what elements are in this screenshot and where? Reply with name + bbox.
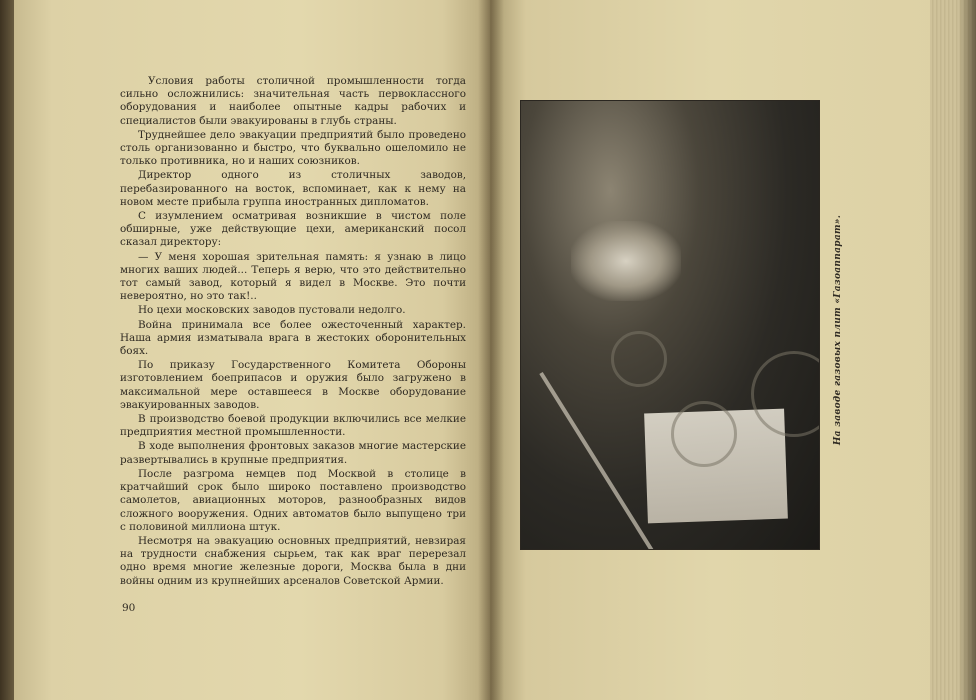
- paragraph: С изумлением осматривая возникшие в чистом поле обширные, уже действующие цехи, американский посол сказал директору:: [120, 210, 466, 249]
- page-number: 90: [122, 602, 136, 614]
- photo-caption-text: На заводе газовых плит «Газоаппарат».: [833, 214, 843, 446]
- book-gutter: [478, 0, 504, 700]
- paragraph: Но цехи московских заводов пустовали недолго.: [138, 304, 406, 317]
- paragraph: — У меня хорошая зрительная память: я узнаю в лицо многих ваших людей... Теперь я верю, что это действительно тот самый завод, который я видел в Москве. Это почти невероятно, но это так!..: [120, 250, 466, 303]
- paragraph: По приказу Государственного Комитета Обороны изготовлением боеприпасов и оружия было загружено в максимальной мере оставшееся в Москве оборудование эвакуированных заводов.: [120, 359, 466, 411]
- paragraph: В производство боевой продукции включились все мелкие предприятия местной промышленности.: [120, 413, 466, 439]
- photo-wheel: [611, 331, 667, 387]
- left-page-text: [120, 75, 466, 589]
- paragraph: Несмотря на эвакуацию основных предприятий, невзирая на трудности снабжения сырьем, так как враг перерезал одно время многие железные дороги, Москва была в дни войны одним из крупнейших арсеналов Советской Армии.: [120, 534, 466, 587]
- paragraph: В ходе выполнения фронтовых заказов многие мастерские развертывались в крупные предприятия.: [120, 440, 466, 466]
- page-edges-shadow: [958, 0, 976, 700]
- paragraph: Условия работы столичной промышленности тогда сильно осложнились: значительная часть первоклассного оборудования и наиболее опытные кадры рабочих и специалистов были эвакуированы в глубь страны.: [120, 75, 466, 127]
- factory-photo: [520, 100, 820, 550]
- paragraph: Труднейшее дело эвакуации предприятий было проведено столь организованно и быстро, что буквально ошеломило не только противника, но и наших союзников.: [120, 128, 466, 168]
- paragraph: Директор одного из столичных заводов, перебазированного на восток, вспоминает, как к нему на новом месте прибыла группа иностранных дипломатов.: [120, 169, 466, 208]
- photo-worker-face: [571, 221, 681, 301]
- paragraph: После разгрома немцев под Москвой в столице в кратчайший срок было широко поставлено производство самолетов, авиационных моторов, разнообразных видов сложного вооружения. Одних автоматов было выпущено три с половиной миллиона штук.: [120, 467, 466, 533]
- paragraph: Война принимала все более ожесточенный характер. Наша армия изматывала врага в жестоких оборонительных боях.: [120, 318, 466, 358]
- photo-wheel: [671, 401, 737, 467]
